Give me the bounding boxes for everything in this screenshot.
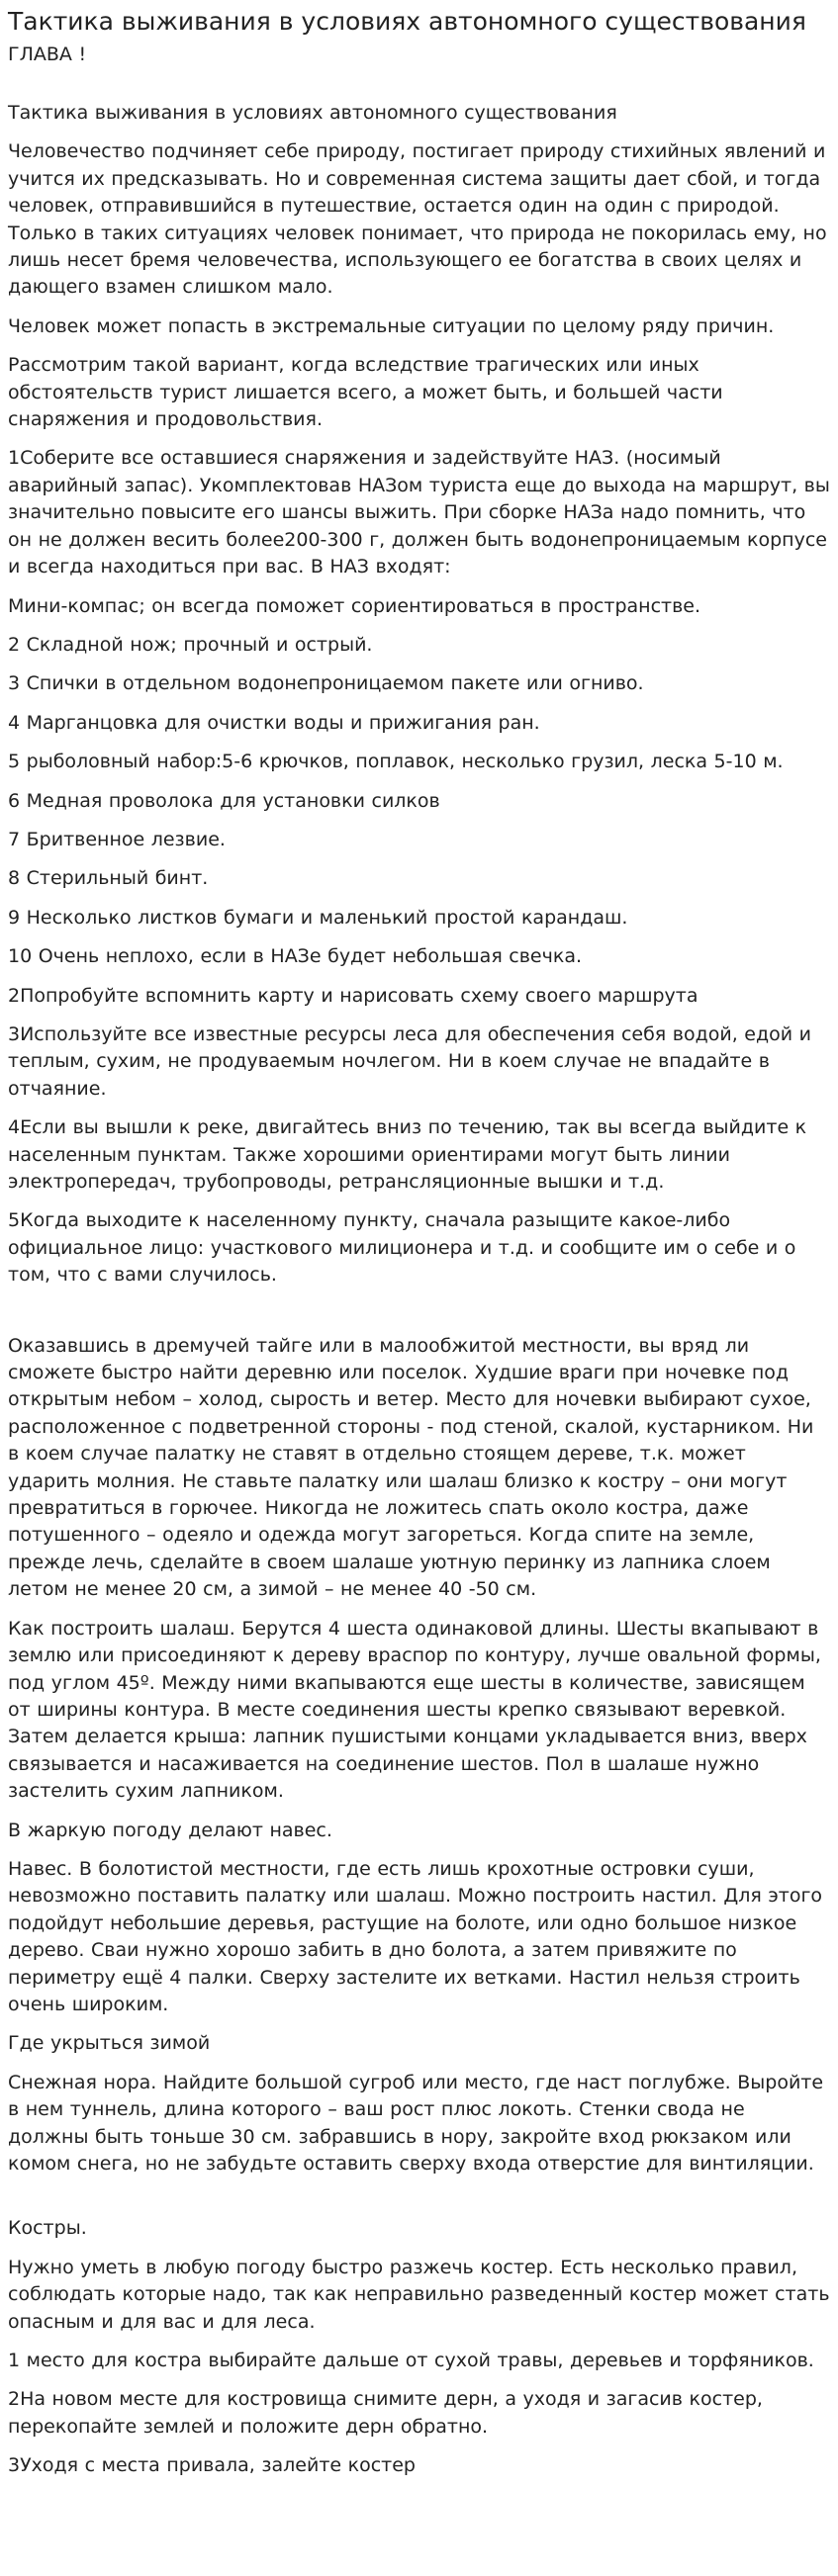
spacer: [8, 2189, 830, 2215]
paragraph: 1 место для костра выбирайте дальше от сухой травы, деревьев и торфяников.: [8, 2350, 814, 2372]
page-title: Тактика выживания в условиях автономного существования: [8, 7, 806, 36]
chapter-label: ГЛАВА !: [8, 44, 87, 65]
paragraph: 4Если вы вышли к реке, двигайтесь вниз по течению, так вы всегда выйдите к населенным пунктам. Также хорошими ориентирами могут быть линии электропередач, трубопроводы, ретрансляционные вышки и т.д.: [8, 1116, 807, 1193]
kit-item: 3 Спички в отдельном водонепроницаемом пакете или огниво.: [8, 672, 644, 695]
section-heading: Костры.: [8, 2217, 87, 2240]
kit-item: 10 Очень неплохо, если в НАЗе будет небольшая свечка.: [8, 945, 583, 968]
paragraph: Рассмотрим такой вариант, когда вследствие трагических или иных обстоятельств турист лишается всего, а может быть, и большей части снаряжения и продовольствия.: [8, 354, 723, 431]
kit-item: 2 Складной нож; прочный и острый.: [8, 633, 373, 656]
kit-item: 5 рыболовный набор:5-6 крючков, поплавок, несколько грузил, леска 5-10 м.: [8, 751, 784, 773]
paragraph: Человечество подчиняет себе природу, постигает природу стихийных явлений и учится их предсказывать. Но и современная система защиты дает сбой, и тогда человек, отправившийся в путешествие, остается один на один с природой. Только в таких ситуациях человек понимает, что природа не покорилась ему, но лишь несет бремя человечества, использующего ее богатства в своих целях и дающего взамен слишком мало.: [8, 140, 827, 299]
paragraph: 3Уходя с места привала, залейте костер: [8, 2454, 416, 2477]
paragraph: 5Когда выходите к населенному пункту, сначала разыщите какое-либо официальное лицо: участкового милиционера и т.д. и сообщите им о себе и о том, что с вами случилось.: [8, 1209, 796, 1287]
paragraph: 2На новом месте для костровища снимите дерн, а уходя и загасив костер, перекопайте землей и положите дерн обратно.: [8, 2388, 763, 2438]
kit-item: 9 Несколько листков бумаги и маленький простой карандаш.: [8, 906, 628, 929]
kit-item: 4 Марганцовка для очистки воды и прижигания ран.: [8, 711, 540, 734]
kit-item: 8 Стерильный бинт.: [8, 867, 209, 890]
paragraph: Как построить шалаш. Берутся 4 шеста одинаковой длины. Шесты вкапывают в землю или присоединяют к дереву враспор по контуру, лучше овальной формы, под углом 45º. Между ними вкапываются еще шесты в количестве, зависящем от ширины контура. В месте соединения шесты крепко связывают веревкой. Затем делается крыша: лапник пушистыми концами укладывается вниз, вверх связывается и насаживается на соединение шестов. Пол в шалаше нужно застелить сухим лапником.: [8, 1617, 821, 1803]
paragraph: Навес. В болотистой местности, где есть лишь крохотные островки суши, невозможно поставить палатку или шалаш. Можно построить настил. Для этого подойдут небольшие деревья, растущие на болоте, или одно большое низкое дерево. Сваи нужно хорошо забить в дно болота, а затем привяжите по периметру ещё 4 палки. Сверху застелите их ветками. Настил нельзя строить очень широким.: [8, 1857, 823, 2015]
paragraph: Снежная нора. Найдите большой сугроб или место, где наст поглубже. Выройте в нем туннель, длина которого – ваш рост плюс локоть. Стенки свода не должны быть тоньше 30 см. забравшись в нору, закройте вход рюкзаком или комом снега, но не забудьте оставить сверху входа отверстие для винтиляции.: [8, 2071, 824, 2175]
kit-item: 7 Бритвенное лезвие.: [8, 828, 226, 850]
section-heading: Где укрыться зимой: [8, 2032, 211, 2055]
paragraph: Человек может попасть в экстремальные ситуации по целому ряду причин.: [8, 314, 775, 337]
section-heading: Тактика выживания в условиях автономного существования: [8, 102, 617, 124]
paragraph: 3Используйте все известные ресурсы леса для обеспечения себя водой, едой и теплым, сухим, не продуваемым ночлегом. Ни в коем случае не впадайте в отчаяние.: [8, 1022, 811, 1100]
kit-item: 6 Медная проволока для установки силков: [8, 789, 440, 812]
paragraph: Нужно уметь в любую погоду быстро разжечь костер. Есть несколько правил, соблюдать которые надо, так как неправильно разведенный костер может стать опасным и для вас и для леса.: [8, 2256, 830, 2333]
paragraph: 1Соберите все оставшиеся снаряжения и задействуйте НАЗ. (носимый аварийный запас). Укомплектовав НАЗом туриста еще до выхода на маршрут, вы значительно повысите его шансы выжить. При сборке НАЗа надо помнить, что он не должен весить более200-300 г, должен быть водонепроницаемым корпусе и всегда находиться при вас. В НАЗ входят:: [8, 447, 830, 578]
paragraph: Оказавшись в дремучей тайге или в малообжитой местности, вы вряд ли сможете быстро найти деревню или поселок. Худшие враги при ночевке под открытым небом – холод, сырость и ветер. Место для ночевки выбирают сухое, расположенное с подветренной стороны - под стеной, скалой, кустарником. Ни в коем случае палатку не ставят в отдельно стоящем дереве, т.к. может ударить молния. Не ставьте палатку или шалаш близко к костру – они могут превратиться в горючее. Никогда не ложитесь спать около костра, даже потушенного – одеяло и одежда могут загореться. Когда спите на земле, прежде лечь, сделайте в своем шалаше уютную перинку из лапника слоем летом не менее 20 см, а зимой – не менее 40 -50 см.: [8, 1334, 814, 1601]
paragraph: 2Попробуйте вспомнить карту и нарисовать схему своего маршрута: [8, 984, 698, 1007]
spacer: [8, 1301, 830, 1333]
kit-item: Мини-компас; он всегда поможет сориентироваться в пространстве.: [8, 594, 701, 617]
spacer: [8, 68, 830, 100]
paragraph: В жаркую погоду делают навес.: [8, 1819, 332, 1841]
